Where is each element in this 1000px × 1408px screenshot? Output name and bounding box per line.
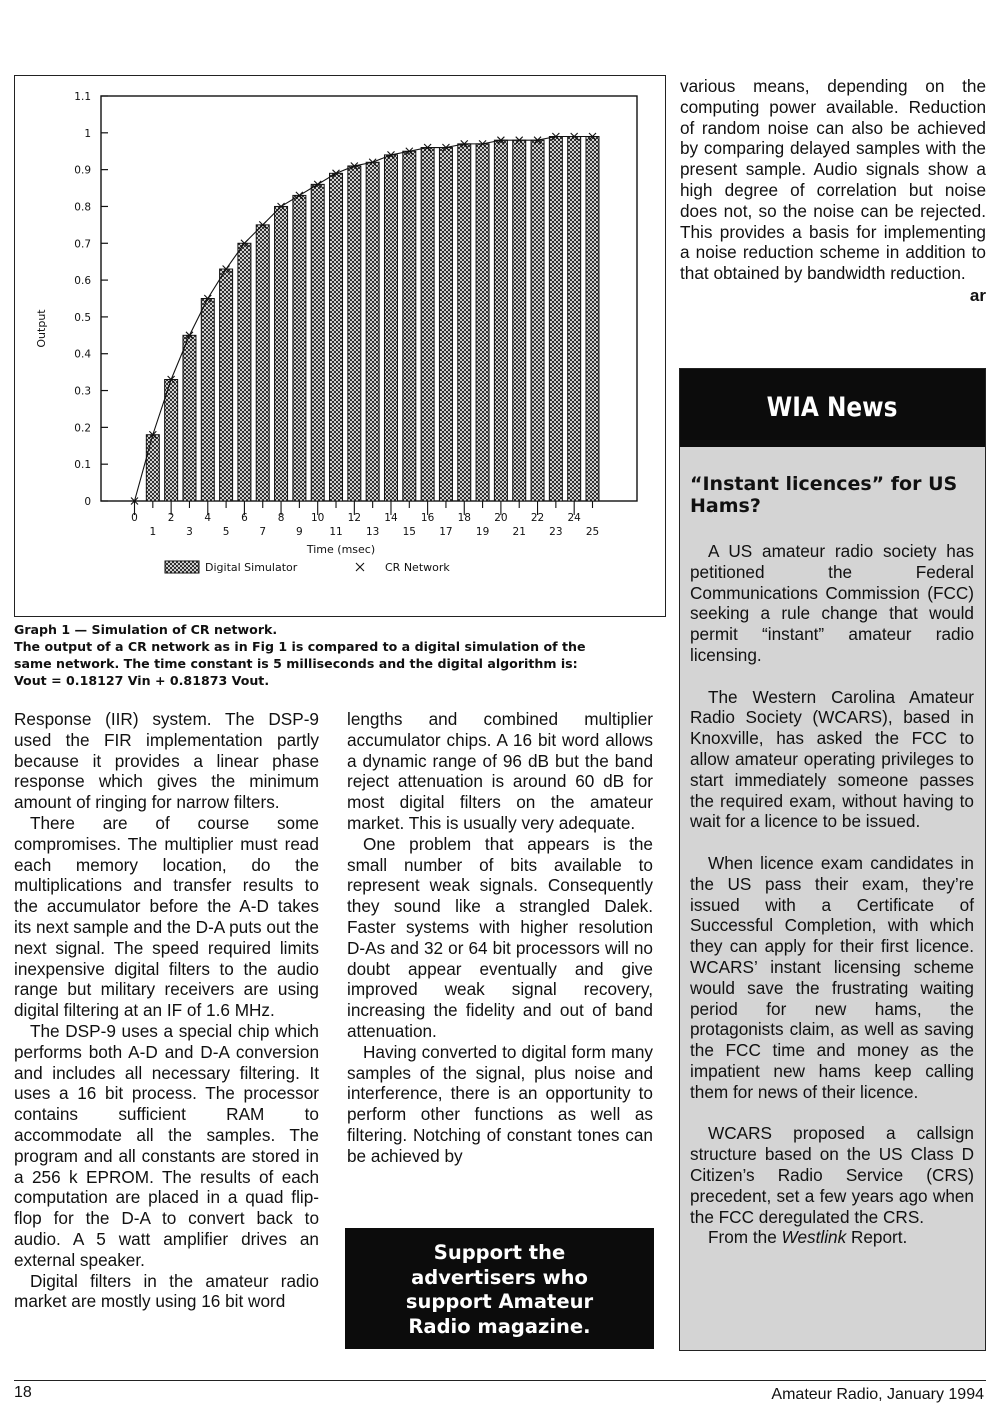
graph-caption — [14, 621, 658, 689]
support-line: advertisers who — [411, 1265, 588, 1289]
article-column-3 — [680, 76, 986, 307]
paragraph: The DSP-9 uses a special chip which performs both A-D and D-A conversion and includes all necessary filtering. It uses a 16 bit process. The processor contains sufficient RAM to accommodate all the samples. The program and all constants are stored in a 256 k EPROM. The results of each computation are placed in a quad flip-flop for the D-A to convert back to audio. A 5 watt amplifier drives an external speaker. — [14, 1020, 319, 1270]
paragraph: WCARS proposed a callsign structure based on the US Class D Citizen’s Radio Service (CRS) precedent, set a few years ago when the FCC deregulated the CRS. — [690, 1123, 974, 1227]
x-tick-label: 8 — [277, 512, 285, 524]
bar-digital-simulator — [384, 155, 397, 501]
paragraph: lengths and combined multiplier accumulator chips. A 16 bit word allows a dynamic range of 96 dB but the band reject attenuation is around 60 dB for most digital filters on the amateur market. This is usually very adequate. — [347, 709, 653, 833]
x-tick-label: 12 — [347, 512, 362, 524]
support-line: Radio magazine. — [408, 1314, 591, 1338]
y-tick-label: 0.7 — [74, 238, 91, 251]
support-advertisers-box — [345, 1228, 654, 1349]
paragraph: various means, depending on the computing power available. Reduction of random noise can also be achieved by comparing delayed samples with the present sample. Audio signals show a high degree of correlation but noise does not, so the noise can be rejected. This provides a basis for implementing a noise reduction scheme in addition to that obtained by bandwidth reduction. — [680, 76, 986, 284]
wia-news-body — [690, 541, 974, 1248]
article-column-1 — [14, 709, 319, 1312]
publication-footer: Amateur Radio, January 1994 — [771, 1386, 984, 1403]
x-tick-label: 18 — [457, 512, 471, 524]
bar-digital-simulator — [403, 151, 416, 501]
y-tick-label: 0.3 — [74, 385, 91, 398]
source-credit — [690, 1227, 974, 1248]
y-tick-label: 0.8 — [74, 201, 91, 214]
paragraph: Digital filters in the amateur radio market are mostly using 16 bit word — [14, 1270, 319, 1312]
y-tick-label: 0.1 — [74, 459, 91, 472]
legend-label: Digital Simulator — [205, 561, 298, 574]
bar-digital-simulator — [275, 206, 288, 501]
paragraph: There are of course some compromises. The multiplier must read each memory location, do the multiplications and transfer results to the accumulator before the A-D takes its next sample and the D-A puts out the next signal. The speed required limits inexpensive digital filters to the audio range but military receivers are using digital filtering at an IF of 1.6 MHz. — [14, 812, 319, 1021]
x-tick-label: 3 — [186, 526, 193, 538]
y-tick-label: 0.4 — [74, 348, 91, 361]
article-column-2 — [347, 709, 653, 1167]
y-tick-label: 1 — [84, 127, 91, 140]
y-tick-label: 1.1 — [74, 91, 91, 103]
x-tick-label: 19 — [475, 526, 490, 538]
caption-line: same network. The time constant is 5 milliseconds and the digital algorithm is: — [14, 656, 578, 671]
paragraph: When licence exam candidates in the US pass their exam, they’re issued with a Certificate of Successful Completion, with which they can apply for their first licence. WCARS’ instant licensing scheme would save the frustrating waiting period for new hams, the protagonists claim, as well as saving the FCC time and money as the impatient new hams keep calling them for news of their licence. — [690, 852, 974, 1102]
x-tick-label: 22 — [530, 512, 545, 524]
support-line: Support the — [433, 1241, 566, 1264]
bar-digital-simulator — [220, 269, 233, 501]
bar-digital-simulator — [183, 335, 196, 501]
y-tick-label: 0.6 — [74, 275, 91, 288]
bar-digital-simulator — [513, 140, 526, 501]
caption-line: Vout = 0.18127 Vin + 0.81873 Vout. — [14, 673, 270, 688]
caption-line: The output of a CR network as in Fig 1 is compared to a digital simulation of the — [14, 639, 586, 654]
source-suffix: Report. — [846, 1227, 908, 1248]
x-tick-label: 24 — [567, 512, 581, 524]
wia-news-header-text: WIA News — [767, 392, 898, 423]
x-tick-label: 5 — [222, 526, 230, 538]
bar-digital-simulator — [238, 243, 251, 501]
y-tick-label: 0.5 — [74, 311, 91, 324]
y-axis-label: Output — [35, 309, 48, 348]
x-tick-label: 25 — [585, 526, 600, 538]
bar-digital-simulator — [311, 184, 324, 501]
y-tick-label: 0.9 — [74, 164, 91, 177]
support-line: support Amateur — [405, 1290, 594, 1313]
x-tick-label: 0 — [131, 512, 138, 524]
x-tick-label: 4 — [204, 512, 212, 524]
x-tick-label: 21 — [512, 526, 526, 538]
legend-label: CR Network — [385, 561, 450, 574]
source-name: Westlink — [781, 1227, 847, 1248]
paragraph: Having converted to digital form many samples of the signal, plus noise and interference, there is an opportunity to perform other functions as well as filtering. Notching of constant tones can be achieved by — [347, 1041, 653, 1166]
x-tick-label: 2 — [167, 512, 175, 524]
x-tick-label: 6 — [241, 512, 248, 524]
bar-digital-simulator — [476, 144, 489, 501]
y-tick-label: 0 — [84, 496, 91, 508]
page-number: 18 — [14, 1384, 32, 1401]
bar-digital-simulator — [494, 140, 507, 501]
bar-digital-simulator — [293, 195, 306, 501]
bar-digital-simulator — [146, 435, 159, 501]
bar-digital-simulator — [366, 162, 379, 501]
bar-digital-simulator — [568, 137, 581, 502]
wia-news-title: “Instant licences” for US Hams? — [690, 473, 958, 517]
x-tick-label: 1 — [149, 526, 157, 538]
bar-digital-simulator — [458, 144, 471, 501]
legend-marker-cr-network — [356, 563, 364, 571]
cr-network-chart — [15, 76, 667, 618]
bar-digital-simulator — [348, 166, 361, 501]
x-axis-label: Time (msec) — [306, 543, 376, 556]
bar-digital-simulator — [421, 148, 434, 501]
bar-digital-simulator — [586, 137, 599, 502]
x-tick-label: 20 — [494, 512, 508, 524]
x-tick-label: 23 — [549, 526, 563, 538]
end-mark: ar — [969, 285, 986, 305]
legend-swatch-digital-simulator — [165, 561, 199, 573]
wia-news-box — [679, 368, 986, 1351]
x-tick-label: 17 — [439, 526, 453, 538]
y-tick-label: 0.2 — [74, 422, 91, 435]
x-tick-label: 9 — [296, 526, 303, 538]
caption-title: Graph 1 — Simulation of CR network. — [14, 622, 278, 637]
bar-digital-simulator — [201, 299, 214, 502]
footer-rule — [14, 1380, 986, 1381]
bar-digital-simulator — [531, 140, 544, 501]
x-tick-label: 13 — [365, 526, 380, 538]
x-tick-label: 14 — [384, 512, 398, 524]
bar-digital-simulator — [439, 148, 452, 501]
bar-digital-simulator — [549, 137, 562, 502]
bar-digital-simulator — [256, 225, 269, 501]
x-tick-label: 10 — [311, 512, 325, 524]
bar-digital-simulator — [165, 380, 178, 502]
x-tick-label: 15 — [402, 526, 416, 538]
paragraph: Response (IIR) system. The DSP-9 used the FIR implementation partly because it provides a linear phase response which gives the minimum amount of ringing for narrow filters. — [14, 709, 319, 813]
source-prefix: From the — [708, 1227, 782, 1248]
x-tick-label: 11 — [329, 526, 343, 538]
x-tick-label: 16 — [420, 512, 435, 524]
paragraph: The Western Carolina Amateur Radio Society (WCARS), based in Knoxville, has asked the FCC to allow amateur operating privileges to start immediately someone passes the required exam, without having to wait for a licence to be issued. — [690, 686, 974, 832]
paragraph: One problem that appears is the small number of bits available to represent weak signals. Consequently they sound like a strangled Dalek. Faster systems with higher resolution D-As and 32 or 64 bit processors will no doubt appear eventually and give improved weak signal recovery, increasing the fidelity and out of band attenuation. — [347, 833, 653, 1041]
bar-digital-simulator — [330, 173, 343, 501]
x-tick-label: 7 — [259, 526, 267, 538]
paragraph: A US amateur radio society has petitioned the Federal Communications Commission (FCC) seeking a rule change that would permit “instant” amateur radio licensing. — [690, 541, 974, 665]
wia-news-header — [680, 369, 985, 447]
graph-figure — [14, 75, 666, 617]
